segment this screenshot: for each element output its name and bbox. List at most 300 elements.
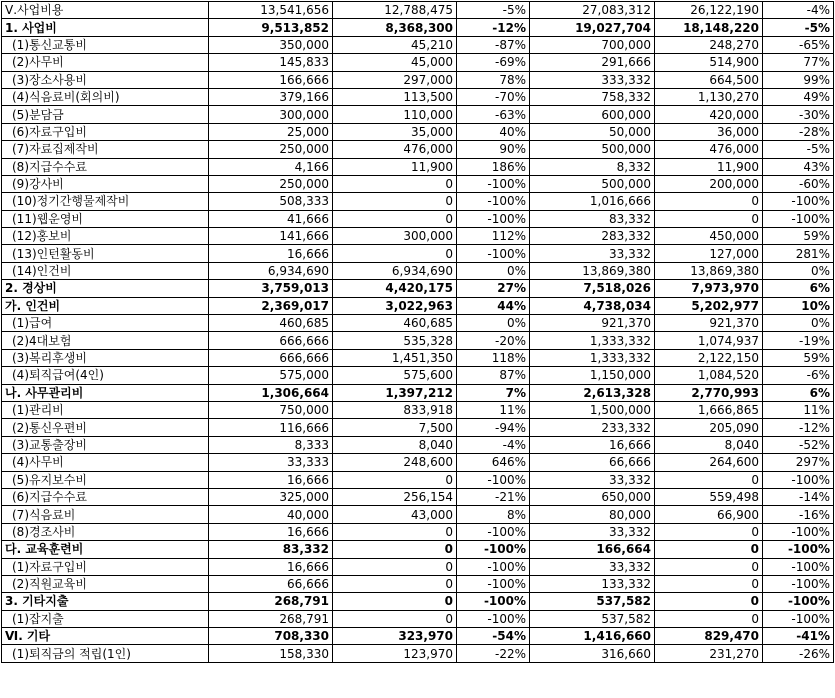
row-label: (14)인건비 xyxy=(2,262,209,279)
change-2-cell: -19% xyxy=(763,332,834,349)
amount-4-cell: 2,770,993 xyxy=(655,384,763,401)
change-1-cell: 186% xyxy=(457,158,530,175)
row-label: (1)급여 xyxy=(2,315,209,332)
amount-2-cell: 575,600 xyxy=(333,367,457,384)
amount-3-cell: 1,016,666 xyxy=(530,193,655,210)
amount-3-cell: 1,416,660 xyxy=(530,628,655,645)
table-row xyxy=(2,123,834,140)
amount-4-cell: 0 xyxy=(655,610,763,627)
amount-4-cell: 0 xyxy=(655,193,763,210)
amount-1-cell: 166,666 xyxy=(209,71,333,88)
amount-1-cell: 9,513,852 xyxy=(209,19,333,36)
table-row xyxy=(2,193,834,210)
amount-1-cell: 83,332 xyxy=(209,541,333,558)
change-2-cell: -60% xyxy=(763,175,834,192)
change-2-cell: -5% xyxy=(763,19,834,36)
amount-4-cell: 248,270 xyxy=(655,36,763,53)
table-row xyxy=(2,297,834,314)
amount-3-cell: 33,332 xyxy=(530,471,655,488)
amount-1-cell: 66,666 xyxy=(209,575,333,592)
table-row xyxy=(2,175,834,192)
table-row xyxy=(2,419,834,436)
amount-4-cell: 231,270 xyxy=(655,645,763,662)
amount-1-cell: 40,000 xyxy=(209,506,333,523)
amount-1-cell: 325,000 xyxy=(209,488,333,505)
change-1-cell: -69% xyxy=(457,54,530,71)
row-label: (9)강사비 xyxy=(2,175,209,192)
amount-4-cell: 264,600 xyxy=(655,454,763,471)
row-label: (4)퇴직급여(4인) xyxy=(2,367,209,384)
row-label: (1)자료구입비 xyxy=(2,558,209,575)
amount-1-cell: 16,666 xyxy=(209,245,333,262)
amount-3-cell: 7,518,026 xyxy=(530,280,655,297)
amount-4-cell: 205,090 xyxy=(655,419,763,436)
amount-2-cell: 323,970 xyxy=(333,628,457,645)
amount-4-cell: 0 xyxy=(655,575,763,592)
row-label: (7)식음료비 xyxy=(2,506,209,523)
amount-3-cell: 291,666 xyxy=(530,54,655,71)
amount-2-cell: 0 xyxy=(333,610,457,627)
table-row xyxy=(2,88,834,105)
change-1-cell: -4% xyxy=(457,436,530,453)
amount-4-cell: 11,900 xyxy=(655,158,763,175)
change-1-cell: -54% xyxy=(457,628,530,645)
table-row xyxy=(2,36,834,53)
amount-4-cell: 2,122,150 xyxy=(655,349,763,366)
change-1-cell: 7% xyxy=(457,384,530,401)
row-label: (6)지급수수료 xyxy=(2,488,209,505)
table-row xyxy=(2,610,834,627)
row-label: (2)통신우편비 xyxy=(2,419,209,436)
table-row xyxy=(2,245,834,262)
amount-3-cell: 1,333,332 xyxy=(530,349,655,366)
amount-2-cell: 256,154 xyxy=(333,488,457,505)
amount-1-cell: 4,166 xyxy=(209,158,333,175)
amount-4-cell: 26,122,190 xyxy=(655,2,763,19)
change-1-cell: -87% xyxy=(457,36,530,53)
amount-4-cell: 450,000 xyxy=(655,228,763,245)
change-2-cell: -41% xyxy=(763,628,834,645)
amount-4-cell: 514,900 xyxy=(655,54,763,71)
amount-1-cell: 268,791 xyxy=(209,593,333,610)
amount-4-cell: 18,148,220 xyxy=(655,19,763,36)
row-label: (4)식음료비(회의비) xyxy=(2,88,209,105)
amount-1-cell: 250,000 xyxy=(209,175,333,192)
change-1-cell: 27% xyxy=(457,280,530,297)
amount-3-cell: 80,000 xyxy=(530,506,655,523)
table-row xyxy=(2,575,834,592)
change-1-cell: -94% xyxy=(457,419,530,436)
amount-2-cell: 113,500 xyxy=(333,88,457,105)
amount-3-cell: 33,332 xyxy=(530,245,655,262)
amount-4-cell: 921,370 xyxy=(655,315,763,332)
row-label: (5)분담금 xyxy=(2,106,209,123)
row-label: (6)자료구입비 xyxy=(2,123,209,140)
amount-3-cell: 2,613,328 xyxy=(530,384,655,401)
change-1-cell: 118% xyxy=(457,349,530,366)
amount-3-cell: 83,332 xyxy=(530,210,655,227)
amount-1-cell: 13,541,656 xyxy=(209,2,333,19)
amount-4-cell: 476,000 xyxy=(655,141,763,158)
change-2-cell: 43% xyxy=(763,158,834,175)
row-label: (3)교통출장비 xyxy=(2,436,209,453)
change-2-cell: -100% xyxy=(763,210,834,227)
amount-3-cell: 13,869,380 xyxy=(530,262,655,279)
amount-3-cell: 50,000 xyxy=(530,123,655,140)
table-row xyxy=(2,384,834,401)
amount-1-cell: 16,666 xyxy=(209,471,333,488)
amount-3-cell: 8,332 xyxy=(530,158,655,175)
amount-2-cell: 43,000 xyxy=(333,506,457,523)
table-row xyxy=(2,645,834,662)
amount-1-cell: 508,333 xyxy=(209,193,333,210)
amount-1-cell: 16,666 xyxy=(209,523,333,540)
amount-1-cell: 3,759,013 xyxy=(209,280,333,297)
table-row xyxy=(2,593,834,610)
amount-2-cell: 0 xyxy=(333,210,457,227)
row-label: (12)홍보비 xyxy=(2,228,209,245)
amount-4-cell: 7,973,970 xyxy=(655,280,763,297)
amount-3-cell: 166,664 xyxy=(530,541,655,558)
amount-4-cell: 420,000 xyxy=(655,106,763,123)
amount-4-cell: 1,130,270 xyxy=(655,88,763,105)
amount-2-cell: 11,900 xyxy=(333,158,457,175)
amount-3-cell: 537,582 xyxy=(530,593,655,610)
change-2-cell: -5% xyxy=(763,141,834,158)
table-row xyxy=(2,106,834,123)
amount-3-cell: 33,332 xyxy=(530,558,655,575)
amount-2-cell: 45,000 xyxy=(333,54,457,71)
change-2-cell: -100% xyxy=(763,541,834,558)
change-1-cell: 646% xyxy=(457,454,530,471)
amount-1-cell: 158,330 xyxy=(209,645,333,662)
change-2-cell: -100% xyxy=(763,558,834,575)
amount-2-cell: 248,600 xyxy=(333,454,457,471)
amount-4-cell: 1,666,865 xyxy=(655,401,763,418)
table-row xyxy=(2,262,834,279)
amount-2-cell: 1,397,212 xyxy=(333,384,457,401)
change-1-cell: -100% xyxy=(457,541,530,558)
amount-1-cell: 750,000 xyxy=(209,401,333,418)
amount-3-cell: 1,500,000 xyxy=(530,401,655,418)
amount-2-cell: 833,918 xyxy=(333,401,457,418)
amount-1-cell: 250,000 xyxy=(209,141,333,158)
table-row xyxy=(2,506,834,523)
amount-1-cell: 141,666 xyxy=(209,228,333,245)
change-2-cell: -4% xyxy=(763,2,834,19)
amount-1-cell: 350,000 xyxy=(209,36,333,53)
change-2-cell: 281% xyxy=(763,245,834,262)
amount-2-cell: 4,420,175 xyxy=(333,280,457,297)
table-body xyxy=(2,2,834,663)
amount-4-cell: 0 xyxy=(655,471,763,488)
row-label: 1. 사업비 xyxy=(2,19,209,36)
change-1-cell: -100% xyxy=(457,523,530,540)
change-2-cell: 77% xyxy=(763,54,834,71)
amount-1-cell: 6,934,690 xyxy=(209,262,333,279)
amount-4-cell: 829,470 xyxy=(655,628,763,645)
table-row xyxy=(2,332,834,349)
amount-4-cell: 0 xyxy=(655,558,763,575)
change-2-cell: -12% xyxy=(763,419,834,436)
amount-2-cell: 0 xyxy=(333,541,457,558)
change-1-cell: 112% xyxy=(457,228,530,245)
amount-3-cell: 758,332 xyxy=(530,88,655,105)
amount-1-cell: 575,000 xyxy=(209,367,333,384)
amount-1-cell: 300,000 xyxy=(209,106,333,123)
table-row xyxy=(2,367,834,384)
amount-4-cell: 1,074,937 xyxy=(655,332,763,349)
table-row xyxy=(2,454,834,471)
amount-2-cell: 3,022,963 xyxy=(333,297,457,314)
row-label: (2)직원교육비 xyxy=(2,575,209,592)
amount-4-cell: 559,498 xyxy=(655,488,763,505)
table-row xyxy=(2,436,834,453)
change-2-cell: 6% xyxy=(763,280,834,297)
amount-3-cell: 700,000 xyxy=(530,36,655,53)
amount-1-cell: 145,833 xyxy=(209,54,333,71)
change-2-cell: 6% xyxy=(763,384,834,401)
row-label: 가. 인건비 xyxy=(2,297,209,314)
change-1-cell: 0% xyxy=(457,262,530,279)
table-row xyxy=(2,541,834,558)
amount-2-cell: 8,040 xyxy=(333,436,457,453)
table-row xyxy=(2,71,834,88)
amount-2-cell: 0 xyxy=(333,593,457,610)
row-label: (11)웹운영비 xyxy=(2,210,209,227)
amount-3-cell: 500,000 xyxy=(530,175,655,192)
table-row xyxy=(2,158,834,175)
row-label: (1)잡지출 xyxy=(2,610,209,627)
change-2-cell: 59% xyxy=(763,228,834,245)
row-label: (4)사무비 xyxy=(2,454,209,471)
amount-2-cell: 476,000 xyxy=(333,141,457,158)
table-row xyxy=(2,280,834,297)
change-1-cell: 0% xyxy=(457,315,530,332)
row-label: (5)유지보수비 xyxy=(2,471,209,488)
amount-3-cell: 283,332 xyxy=(530,228,655,245)
amount-2-cell: 8,368,300 xyxy=(333,19,457,36)
amount-3-cell: 27,083,312 xyxy=(530,2,655,19)
change-2-cell: -14% xyxy=(763,488,834,505)
amount-3-cell: 500,000 xyxy=(530,141,655,158)
budget-table xyxy=(1,1,834,663)
row-label: (3)복리후생비 xyxy=(2,349,209,366)
amount-2-cell: 0 xyxy=(333,245,457,262)
amount-3-cell: 921,370 xyxy=(530,315,655,332)
amount-1-cell: 16,666 xyxy=(209,558,333,575)
amount-4-cell: 127,000 xyxy=(655,245,763,262)
change-2-cell: -16% xyxy=(763,506,834,523)
table-row xyxy=(2,228,834,245)
amount-2-cell: 12,788,475 xyxy=(333,2,457,19)
change-1-cell: 40% xyxy=(457,123,530,140)
change-2-cell: -100% xyxy=(763,610,834,627)
amount-3-cell: 333,332 xyxy=(530,71,655,88)
table-row xyxy=(2,315,834,332)
change-2-cell: 59% xyxy=(763,349,834,366)
change-1-cell: -100% xyxy=(457,610,530,627)
amount-3-cell: 233,332 xyxy=(530,419,655,436)
change-1-cell: -100% xyxy=(457,593,530,610)
amount-1-cell: 116,666 xyxy=(209,419,333,436)
table-row xyxy=(2,628,834,645)
change-1-cell: -63% xyxy=(457,106,530,123)
amount-1-cell: 268,791 xyxy=(209,610,333,627)
change-1-cell: -100% xyxy=(457,558,530,575)
amount-3-cell: 16,666 xyxy=(530,436,655,453)
row-label: (7)자료집제작비 xyxy=(2,141,209,158)
amount-2-cell: 7,500 xyxy=(333,419,457,436)
amount-3-cell: 66,666 xyxy=(530,454,655,471)
amount-2-cell: 0 xyxy=(333,471,457,488)
row-label: (1)통신교통비 xyxy=(2,36,209,53)
amount-1-cell: 33,333 xyxy=(209,454,333,471)
amount-3-cell: 1,333,332 xyxy=(530,332,655,349)
table-row xyxy=(2,141,834,158)
amount-4-cell: 0 xyxy=(655,541,763,558)
amount-1-cell: 379,166 xyxy=(209,88,333,105)
change-1-cell: -100% xyxy=(457,575,530,592)
change-2-cell: 0% xyxy=(763,315,834,332)
change-2-cell: 49% xyxy=(763,88,834,105)
change-2-cell: 297% xyxy=(763,454,834,471)
change-2-cell: 0% xyxy=(763,262,834,279)
amount-3-cell: 1,150,000 xyxy=(530,367,655,384)
amount-2-cell: 0 xyxy=(333,523,457,540)
table-row xyxy=(2,2,834,19)
change-2-cell: -100% xyxy=(763,471,834,488)
change-1-cell: 78% xyxy=(457,71,530,88)
amount-4-cell: 0 xyxy=(655,523,763,540)
amount-1-cell: 25,000 xyxy=(209,123,333,140)
change-2-cell: -28% xyxy=(763,123,834,140)
amount-3-cell: 600,000 xyxy=(530,106,655,123)
amount-4-cell: 0 xyxy=(655,593,763,610)
amount-4-cell: 200,000 xyxy=(655,175,763,192)
change-2-cell: 10% xyxy=(763,297,834,314)
table-row xyxy=(2,54,834,71)
amount-1-cell: 460,685 xyxy=(209,315,333,332)
amount-4-cell: 36,000 xyxy=(655,123,763,140)
change-1-cell: -100% xyxy=(457,471,530,488)
amount-2-cell: 535,328 xyxy=(333,332,457,349)
amount-2-cell: 123,970 xyxy=(333,645,457,662)
change-2-cell: -100% xyxy=(763,193,834,210)
change-1-cell: -5% xyxy=(457,2,530,19)
row-label: (13)인턴활동비 xyxy=(2,245,209,262)
row-label: 2. 경상비 xyxy=(2,280,209,297)
change-1-cell: -100% xyxy=(457,175,530,192)
amount-4-cell: 1,084,520 xyxy=(655,367,763,384)
amount-3-cell: 19,027,704 xyxy=(530,19,655,36)
change-1-cell: -70% xyxy=(457,88,530,105)
amount-2-cell: 0 xyxy=(333,193,457,210)
amount-4-cell: 664,500 xyxy=(655,71,763,88)
change-1-cell: 44% xyxy=(457,297,530,314)
table-row xyxy=(2,488,834,505)
amount-3-cell: 316,660 xyxy=(530,645,655,662)
row-label: (1)관리비 xyxy=(2,401,209,418)
amount-3-cell: 537,582 xyxy=(530,610,655,627)
amount-1-cell: 708,330 xyxy=(209,628,333,645)
table-row xyxy=(2,471,834,488)
change-1-cell: 90% xyxy=(457,141,530,158)
amount-2-cell: 35,000 xyxy=(333,123,457,140)
change-2-cell: -30% xyxy=(763,106,834,123)
change-2-cell: 11% xyxy=(763,401,834,418)
amount-1-cell: 41,666 xyxy=(209,210,333,227)
row-label: (10)정기간행물제작비 xyxy=(2,193,209,210)
change-2-cell: -52% xyxy=(763,436,834,453)
table-row xyxy=(2,558,834,575)
amount-2-cell: 6,934,690 xyxy=(333,262,457,279)
change-2-cell: -100% xyxy=(763,523,834,540)
change-1-cell: -20% xyxy=(457,332,530,349)
amount-2-cell: 297,000 xyxy=(333,71,457,88)
change-1-cell: -12% xyxy=(457,19,530,36)
table-row xyxy=(2,210,834,227)
change-2-cell: -100% xyxy=(763,575,834,592)
change-2-cell: -6% xyxy=(763,367,834,384)
amount-1-cell: 666,666 xyxy=(209,349,333,366)
change-2-cell: -65% xyxy=(763,36,834,53)
amount-4-cell: 0 xyxy=(655,210,763,227)
amount-3-cell: 133,332 xyxy=(530,575,655,592)
row-label: 나. 사무관리비 xyxy=(2,384,209,401)
change-1-cell: -100% xyxy=(457,245,530,262)
row-label: Ⅵ. 기타 xyxy=(2,628,209,645)
table-row xyxy=(2,349,834,366)
amount-1-cell: 666,666 xyxy=(209,332,333,349)
row-label: Ⅴ.사업비용 xyxy=(2,2,209,19)
change-1-cell: 87% xyxy=(457,367,530,384)
change-1-cell: -100% xyxy=(457,210,530,227)
change-2-cell: 99% xyxy=(763,71,834,88)
amount-4-cell: 66,900 xyxy=(655,506,763,523)
table-row xyxy=(2,401,834,418)
row-label: 3. 기타지출 xyxy=(2,593,209,610)
row-label: (8)경조사비 xyxy=(2,523,209,540)
amount-4-cell: 5,202,977 xyxy=(655,297,763,314)
amount-4-cell: 13,869,380 xyxy=(655,262,763,279)
change-1-cell: -21% xyxy=(457,488,530,505)
amount-3-cell: 33,332 xyxy=(530,523,655,540)
row-label: 다. 교육훈련비 xyxy=(2,541,209,558)
change-2-cell: -26% xyxy=(763,645,834,662)
change-1-cell: 11% xyxy=(457,401,530,418)
row-label: (2)사무비 xyxy=(2,54,209,71)
amount-1-cell: 8,333 xyxy=(209,436,333,453)
amount-3-cell: 650,000 xyxy=(530,488,655,505)
change-1-cell: -22% xyxy=(457,645,530,662)
amount-1-cell: 1,306,664 xyxy=(209,384,333,401)
amount-2-cell: 1,451,350 xyxy=(333,349,457,366)
amount-2-cell: 460,685 xyxy=(333,315,457,332)
amount-2-cell: 45,210 xyxy=(333,36,457,53)
row-label: (8)지급수수료 xyxy=(2,158,209,175)
change-2-cell: -100% xyxy=(763,593,834,610)
amount-2-cell: 0 xyxy=(333,175,457,192)
table-row xyxy=(2,19,834,36)
amount-2-cell: 300,000 xyxy=(333,228,457,245)
amount-4-cell: 8,040 xyxy=(655,436,763,453)
amount-1-cell: 2,369,017 xyxy=(209,297,333,314)
change-1-cell: -100% xyxy=(457,193,530,210)
row-label: (1)퇴직금의 적립(1인) xyxy=(2,645,209,662)
row-label: (3)장소사용비 xyxy=(2,71,209,88)
row-label: (2)4대보험 xyxy=(2,332,209,349)
